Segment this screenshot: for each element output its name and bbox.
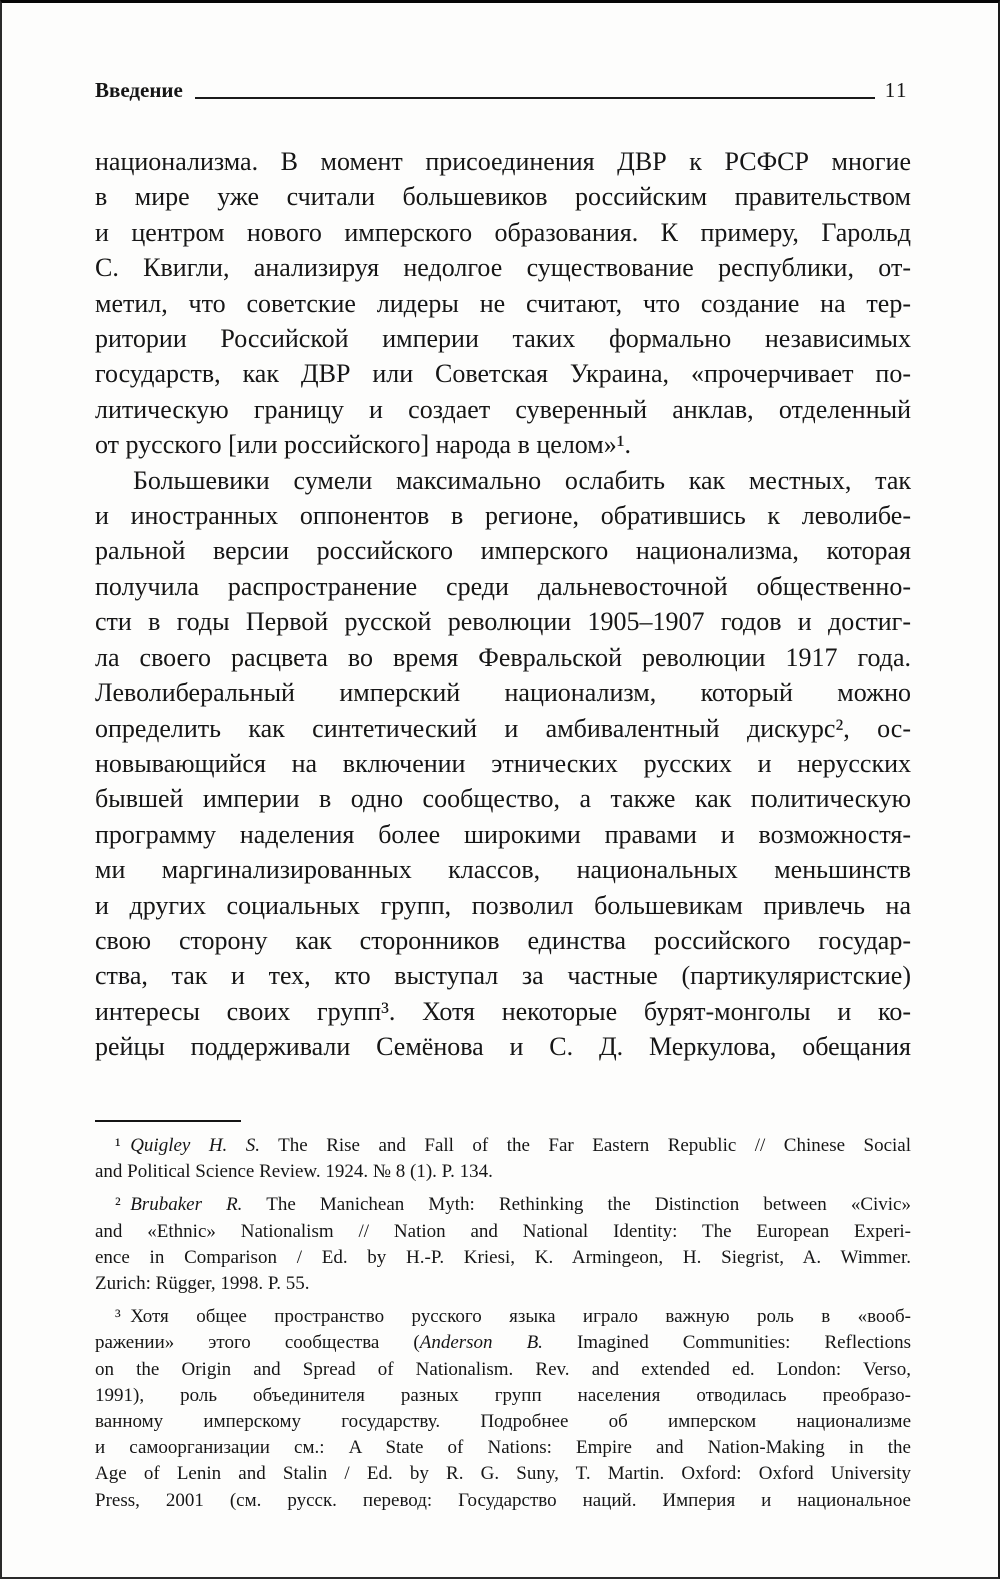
text-run: и других социальных групп, позволил большевикам привлечь на: [95, 890, 911, 920]
body-text: [95, 144, 911, 1065]
text-run: ¹: [115, 1135, 131, 1156]
text-line: [95, 1357, 911, 1383]
text-run: новывающийся на включении этнических русских и нерусских: [95, 748, 911, 778]
text-run: от русского [или российского] народа в целом»¹.: [95, 430, 632, 460]
page-header: [95, 77, 908, 103]
text-line: [95, 286, 911, 321]
text-run: метил, что советские лидеры не считают, что создание на тер-: [95, 288, 911, 318]
text-run: Age of Lenin and Stalin / Ed. by R. G. Suny, T. Martin. Oxford: Oxford University: [95, 1463, 911, 1485]
text-line: [95, 1409, 911, 1435]
text-run: ²: [115, 1194, 131, 1216]
text-line: [95, 569, 911, 604]
text-run: получила распространение среди дальневосточной общественно-: [95, 571, 911, 601]
footnote-separator: [95, 1120, 241, 1122]
footnote: [95, 1304, 911, 1514]
text-line: [95, 1192, 911, 1218]
footnotes: [95, 1133, 911, 1514]
text-run: The Rise and Fall of the Far Eastern Republic // Chinese Social: [260, 1135, 911, 1156]
text-line: [95, 533, 911, 568]
text-line: [95, 1304, 911, 1330]
text-run: литическую границу и создает суверенный анклав, отделенный: [95, 394, 911, 424]
text-run: государств, как ДВР или Советская Украина, «прочерчивает по-: [95, 359, 911, 389]
text-run: и иностранных оппонентов в регионе, обратившись к леволибе-: [95, 501, 911, 531]
text-line: [95, 250, 911, 285]
header-rule: [195, 97, 875, 99]
page-number: 11: [884, 78, 908, 102]
text-line: [95, 781, 911, 816]
text-line: [95, 1383, 911, 1409]
text-run: интересы своих групп³. Хотя некоторые бурят-монголы и ко-: [95, 996, 911, 1026]
text-line: [95, 604, 911, 639]
text-line: [95, 498, 911, 533]
text-run: ла своего расцвета во время Февральской революции 1917 года.: [95, 642, 911, 672]
text-run: Большевики сумели максимально ослабить как местных, так: [133, 465, 911, 495]
text-run: национализма. В момент присоединения ДВР к РСФСР многие: [95, 147, 911, 176]
text-line: [95, 923, 911, 958]
text-line: [95, 711, 911, 746]
text-line: [95, 321, 911, 356]
text-run: свою сторону как сторонников единства российского государ-: [95, 925, 911, 955]
text-line: [95, 144, 911, 179]
text-run: Хотя общее пространство русского языка играло важную роль в «вооб-: [130, 1306, 911, 1328]
text-line: [95, 1488, 911, 1514]
text-line: [95, 1271, 911, 1297]
text-run: Press, 2001 (см. русск. перевод: Государство наций. Империя и национальное: [95, 1489, 911, 1511]
paragraph: [95, 144, 911, 463]
text-line: [95, 675, 911, 710]
text-line: [95, 817, 911, 852]
text-run: ритории Российской империи таких формально независимых: [95, 324, 911, 354]
text-run: ральной версии российского имперского национализма, которая: [95, 536, 911, 566]
text-run: С. Квигли, анализируя недолгое существование республики, от-: [95, 253, 911, 283]
running-head: Введение: [95, 78, 183, 102]
text-run: сти в годы Первой русской революции 1905–1907 годов и достиг-: [95, 607, 911, 637]
text-line: [95, 888, 911, 923]
text-line: [95, 1159, 911, 1185]
text-run: ³: [115, 1306, 131, 1328]
text-line: [95, 1029, 911, 1064]
text-run: ence in Comparison / Ed. by H.-P. Kriesi, K. Armingeon, H. Siegrist, A. Wimmer.: [95, 1246, 911, 1268]
text-line: [95, 640, 911, 675]
text-run: и центром нового имперского образования. К примеру, Гарольд: [95, 217, 911, 247]
text-line: [95, 215, 911, 250]
text-run: and «Ethnic» Nationalism // Nation and National Identity: The European Experi-: [95, 1220, 911, 1242]
italic-text-run: Anderson B.: [419, 1332, 543, 1354]
text-line: [95, 392, 911, 427]
text-run: on the Origin and Spread of Nationalism. Rev. and extended ed. London: Verso,: [95, 1358, 911, 1380]
text-run: ражении» этого сообщества (: [95, 1332, 420, 1354]
text-run: Imagined Communities: Reflections: [542, 1332, 911, 1354]
text-run: в мире уже считали большевиков российским правительством: [95, 182, 911, 212]
text-line: [95, 1435, 911, 1461]
text-line: [95, 746, 911, 781]
italic-text-run: Brubaker R.: [130, 1194, 243, 1216]
text-line: [95, 1461, 911, 1487]
text-run: и самоорганизации см.: A State of Nations: Empire and Nation-Making in the: [95, 1437, 911, 1459]
text-line: [95, 179, 911, 214]
text-run: рейцы поддерживали Семёнова и С. Д. Меркулова, обещания: [95, 1032, 911, 1062]
text-line: [95, 852, 911, 887]
text-line: [95, 958, 911, 993]
text-run: Леволиберальный имперский национализм, который можно: [95, 678, 911, 708]
text-run: ванному имперскому государству. Подробнее об имперском национализме: [95, 1411, 911, 1433]
text-line: [95, 356, 911, 391]
text-line: [95, 1245, 911, 1271]
text-run: определить как синтетический и амбивалентный дискурс², ос-: [95, 713, 911, 743]
text-run: бывшей империи в одно сообщество, а также как политическую: [95, 784, 911, 814]
text-run: and Political Science Review. 1924. № 8 (1). P. 134.: [95, 1161, 493, 1183]
text-line: [95, 427, 911, 462]
footnote: [95, 1192, 911, 1297]
text-line: [95, 1133, 911, 1159]
text-run: ства, так и тех, кто выступал за частные (партикуляристские): [95, 961, 911, 991]
footnote: [95, 1133, 911, 1185]
text-line: [95, 1219, 911, 1245]
paragraph: [95, 463, 911, 1065]
text-run: 1991), роль объединителя разных групп населения отводилась преобразо-: [95, 1384, 911, 1406]
text-run: Zurich: Rügger, 1998. P. 55.: [95, 1273, 310, 1295]
text-line: [95, 1330, 911, 1356]
text-line: [95, 994, 911, 1029]
text-run: программу наделения более широкими правами и возможностя-: [95, 819, 911, 849]
text-run: ми маргинализированных классов, национальных меньшинств: [95, 855, 911, 885]
italic-text-run: Quigley H. S.: [130, 1135, 261, 1156]
text-line: [95, 463, 911, 498]
text-run: The Manichean Myth: Rethinking the Distinction between «Civic»: [242, 1194, 911, 1216]
